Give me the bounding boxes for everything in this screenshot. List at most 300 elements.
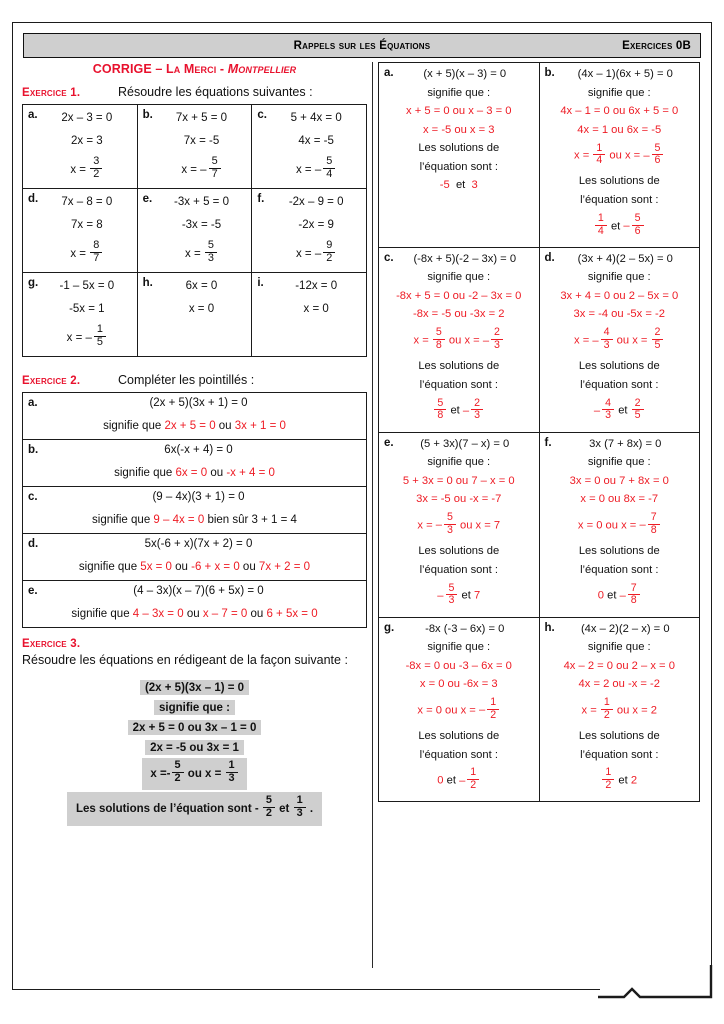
solution-step-fraction: x = $\frac{5}{8}$ ou x = – $\frac{2}{3}$ xyxy=(414,329,504,352)
equation-fragment: 3x + 4 = 0 ou 2 – 5x = 0 xyxy=(560,289,679,302)
exercice2-cell-e xyxy=(23,580,367,627)
school-name: La Merci - xyxy=(166,62,228,76)
fraction-denominator: 4 xyxy=(323,168,335,180)
solution-step-fraction: x = $\frac{1}{4}$ ou x = – $\frac{5}{6}$ xyxy=(574,144,664,167)
fraction-denominator: 2 xyxy=(172,772,184,784)
signifie-que-label: signifie que : xyxy=(587,271,651,284)
exercice2-heading xyxy=(22,373,367,387)
solutions-list: 0 et – $\frac{7}{8}$ xyxy=(598,584,641,607)
exercice1-label: Exercice 1. xyxy=(22,87,81,99)
equation-statement: (-8x + 5)(-2 – 3x) = 0 xyxy=(413,252,517,265)
conclusion-line-1: Les solutions de xyxy=(578,360,660,373)
solution-step xyxy=(560,290,678,303)
solution-step xyxy=(560,105,678,118)
exercice2-row xyxy=(23,439,367,486)
equation-fragment: -8x + 5 = 0 ou -2 – 3x = 0 xyxy=(396,289,522,302)
fraction xyxy=(434,398,446,421)
solution-step xyxy=(577,124,661,137)
solution-value: et xyxy=(455,179,466,192)
equation-statement: 3x (7 + 8x) = 0 xyxy=(589,437,662,450)
exercice2-row xyxy=(23,533,367,580)
fraction xyxy=(323,156,335,180)
fraction-denominator: 5 xyxy=(632,409,644,421)
solution-step xyxy=(580,493,658,506)
item-letter: c. xyxy=(257,109,267,121)
solution-step xyxy=(416,493,501,506)
solution-step xyxy=(420,678,498,691)
right-exercise-row xyxy=(379,247,700,432)
model-conclusion: Les solutions de l’équation sont - $\frac{5}{2}$ et $\frac{1}{3}$ . xyxy=(67,792,322,826)
solution-step xyxy=(413,308,504,321)
solution-step xyxy=(564,660,675,673)
item-letter: e. xyxy=(384,436,394,449)
exercice1-cell-c xyxy=(252,105,367,189)
item-letter: b. xyxy=(28,443,39,456)
fraction-numerator: 3 xyxy=(93,155,100,168)
conclusion-line-1: Les solutions de xyxy=(418,142,500,155)
conclusion-line-1: Les solutions de xyxy=(418,730,500,742)
equation-fragment: x = -5 ou x = 3 xyxy=(422,123,495,136)
conclusion-line-2: l’équation sont : xyxy=(419,378,498,391)
fraction-denominator: 2 xyxy=(467,779,479,791)
fraction-numerator: 1 xyxy=(605,766,612,779)
equation-result: x = – $\frac{5}{7}$ xyxy=(181,158,221,182)
fraction-numerator: 2 xyxy=(654,326,661,339)
solution-step-fraction: x = 0 ou x = – $\frac{7}{8}$ xyxy=(578,514,661,537)
item-letter: a. xyxy=(384,67,394,79)
fraction xyxy=(446,583,458,606)
equation-line: -3x = -5 xyxy=(181,219,222,232)
item-letter: b. xyxy=(544,67,555,79)
fraction-denominator: 3 xyxy=(226,772,238,784)
equation-fragment: -8x = 0 ou -3 – 6x = 0 xyxy=(405,659,512,672)
fraction-denominator: 6 xyxy=(632,225,644,237)
equation-answer xyxy=(27,561,362,573)
fraction-numerator: 1 xyxy=(470,766,477,779)
equation-line: 2x = 3 xyxy=(71,135,103,148)
equation-fragment: x – 3 = 0 xyxy=(468,105,512,118)
solution-value: -5 xyxy=(439,179,450,192)
equation-line: 5 + 4x = 0 xyxy=(290,112,342,124)
equation-fragment: x = 0 ou -6x = 3 xyxy=(419,678,498,691)
equation-steps xyxy=(140,109,250,182)
equation-fragment: 6x = 0 xyxy=(175,466,208,479)
fraction-numerator: 4 xyxy=(603,326,610,339)
fraction xyxy=(487,697,499,720)
item-letter: b. xyxy=(142,109,153,121)
item-letter: f. xyxy=(257,192,265,205)
fraction-numerator: 1 xyxy=(96,323,103,336)
exercice2-table xyxy=(22,392,367,628)
model-line-3: 2x + 5 = 0 ou 3x – 1 = 0 xyxy=(128,720,262,735)
equation-line: -3x + 5 = 0 xyxy=(173,195,229,208)
item-letter: e. xyxy=(142,192,153,205)
right-exercise-table xyxy=(378,62,700,802)
exercice2-cell-b xyxy=(23,439,367,486)
right-cell-f xyxy=(539,432,700,617)
fraction-denominator: 3 xyxy=(471,409,483,421)
exercice1-cell-b xyxy=(137,105,252,189)
signifie-que-label: signifie que : xyxy=(427,456,491,469)
exercice1-cell-h xyxy=(137,272,252,356)
solution-block xyxy=(542,67,698,240)
fraction xyxy=(652,327,664,350)
fraction-numerator: 2 xyxy=(494,326,500,339)
equation-fragment: 4 – 3x = 0 xyxy=(132,607,184,620)
exercice2-cell-c xyxy=(23,486,367,533)
exercice2-cell-a xyxy=(23,392,367,439)
solution-step xyxy=(406,660,512,673)
fraction-denominator: 4 xyxy=(595,225,607,237)
fraction-denominator: 2 xyxy=(602,779,614,791)
equation-answer xyxy=(27,420,362,432)
fraction-denominator: 8 xyxy=(628,594,640,606)
exercice1-cell-d xyxy=(23,188,138,272)
equation-line: -12x = 0 xyxy=(295,279,338,292)
equation-statement: -8x (-3 – 6x) = 0 xyxy=(425,622,505,635)
equation-line: 6x = 0 xyxy=(185,279,218,292)
equation-line: 7x = 8 xyxy=(71,219,103,232)
conclusion-line-2: l’équation sont : xyxy=(580,563,659,576)
equation-statement: (5 + 3x)(7 – x) = 0 xyxy=(420,437,510,450)
exercice2-label: Exercice 2. xyxy=(22,374,81,387)
solution-step xyxy=(579,678,660,691)
solutions-list: $\frac{1}{4}$ et – $\frac{5}{6}$ xyxy=(594,215,645,238)
model-line-1: (2x + 5)(3x – 1) = 0 xyxy=(140,680,249,695)
fraction-denominator: 7 xyxy=(90,252,102,264)
conclusion-line-2: l’équation sont : xyxy=(580,748,659,761)
item-letter: c. xyxy=(28,490,38,503)
equation-fragment: 4x = 2 ou -x = -2 xyxy=(578,678,660,691)
equation-fragment: signifie que xyxy=(114,466,176,479)
right-cell-d xyxy=(539,247,700,432)
solutions-list: 0 et – $\frac{1}{2}$ xyxy=(437,769,480,792)
fraction-denominator: 3 xyxy=(602,409,614,421)
equation-fragment: 3x = -4 ou -5x = -2 xyxy=(573,308,665,321)
item-letter: f. xyxy=(544,436,552,449)
fraction-numerator: 5 xyxy=(211,155,218,168)
fraction-denominator: 3 xyxy=(294,807,306,819)
exercice1-cell-g xyxy=(23,272,138,356)
fraction-numerator: 5 xyxy=(448,581,455,594)
conclusion-line-2: l’équation sont : xyxy=(580,194,659,207)
et-connector: et xyxy=(618,774,628,787)
fraction-numerator: 5 xyxy=(634,211,641,224)
model-line-5: x =- $\frac{5}{2}$ ou x = $\frac{1}{3}$ xyxy=(142,758,246,790)
right-exercise-row xyxy=(379,617,700,802)
fraction xyxy=(595,213,607,236)
equation-fragment: 5 + 3x = 0 ou 7 – x = 0 xyxy=(402,474,515,487)
fraction xyxy=(90,240,102,264)
equation-fragment: 6 + 5x = 0 xyxy=(266,607,318,620)
solution-step xyxy=(396,290,521,303)
fraction-numerator: 5 xyxy=(446,511,453,524)
document-header-band xyxy=(23,33,701,58)
fraction xyxy=(601,697,613,720)
item-letter: h. xyxy=(544,621,555,634)
fraction-numerator: 1 xyxy=(596,141,603,154)
item-letter: a. xyxy=(28,109,38,121)
equation-fragment: signifie que xyxy=(92,513,154,526)
equation-fragment: -x + 4 = 0 xyxy=(226,466,275,479)
item-letter: h. xyxy=(142,276,153,289)
exercice3-section xyxy=(22,638,367,826)
equation-line: x = 0 xyxy=(188,303,215,315)
solution-block xyxy=(542,252,698,425)
conclusion-line-2: l’équation sont : xyxy=(419,748,498,761)
right-exercise-row xyxy=(379,432,700,617)
equation-result: x = $\frac{8}{7}$ xyxy=(70,242,103,266)
equation-fragment: 4x = 1 ou 6x = -5 xyxy=(577,123,662,136)
equation-fragment: 3x = -5 ou -x = -7 xyxy=(416,493,502,506)
conclusion-line-2: l’équation sont : xyxy=(580,378,659,391)
solution-step-fraction: x = $\frac{1}{2}$ ou x = 2 xyxy=(581,696,657,721)
solution-block xyxy=(381,437,537,610)
fraction-numerator: 7 xyxy=(650,511,657,524)
equation-fragment: 3x = 0 ou 7 + 8x = 0 xyxy=(569,474,669,487)
equation-result: x = $\frac{3}{2}$ xyxy=(70,158,103,182)
equation-fragment: x + 5 = 0 xyxy=(406,105,450,118)
fraction xyxy=(632,398,644,421)
equation-statement: (4x – 1)(6x + 5) = 0 xyxy=(577,68,673,80)
fraction xyxy=(602,767,614,790)
solutions-list: – $\frac{5}{3}$ et 7 xyxy=(437,581,481,607)
fraction-numerator: 5 xyxy=(265,794,272,807)
fraction xyxy=(294,795,306,819)
fraction-numerator: 1 xyxy=(490,696,497,709)
fraction xyxy=(433,327,445,350)
exercice2-row xyxy=(23,580,367,627)
equation-statement: 5x(-6 + x)(7x + 2) = 0 xyxy=(144,537,253,550)
header-title: Rappels sur les Équations xyxy=(293,39,431,52)
item-letter: d. xyxy=(28,192,39,205)
equation-fragment: ou xyxy=(207,466,227,479)
right-exercise-row xyxy=(379,63,700,248)
equation-result: x = – $\frac{5}{4}$ xyxy=(296,158,336,182)
fraction-denominator: 3 xyxy=(205,252,217,264)
equation-line: 2x – 3 = 0 xyxy=(61,112,113,124)
solution-block xyxy=(381,67,537,192)
solutions-list: $\frac{1}{2}$ et 2 xyxy=(601,769,637,792)
exercice1-heading xyxy=(22,85,367,99)
fraction-denominator: 3 xyxy=(446,594,458,606)
equation-answer xyxy=(27,514,362,526)
fraction xyxy=(593,143,605,166)
equation-line: 4x = -5 xyxy=(298,135,334,148)
corrige-text: CORRIGE – xyxy=(92,62,166,76)
exercice3-instruction: Résoudre les équations en rédigeant de la façon suivante : xyxy=(22,652,348,667)
et-connector: et xyxy=(450,405,460,417)
right-cell-b xyxy=(539,63,700,248)
equation-steps xyxy=(140,193,250,266)
item-letter: a. xyxy=(28,396,38,409)
equation-fragment: signifie que xyxy=(103,419,165,432)
solution-value: 3 xyxy=(471,179,478,192)
fraction-numerator: 7 xyxy=(630,581,637,594)
equation-fragment: signifie que xyxy=(71,607,133,620)
exercice1-row xyxy=(23,272,367,356)
fraction-numerator: 5 xyxy=(326,155,333,168)
conclusion-line-1: Les solutions de xyxy=(418,545,500,558)
solution-step xyxy=(406,105,511,118)
equation-result: x = – $\frac{9}{2}$ xyxy=(296,242,336,266)
item-letter: d. xyxy=(28,537,39,550)
equation-fragment: ou xyxy=(239,560,259,573)
equation-fragment: 5x = 0 xyxy=(140,560,172,573)
fraction-denominator: 2 xyxy=(601,709,613,721)
equation-steps xyxy=(25,193,135,266)
equation-fragment: x – 7 = 0 xyxy=(202,607,248,620)
solution-step xyxy=(570,475,669,488)
fraction-denominator: 2 xyxy=(263,807,275,819)
et-connector: et xyxy=(618,405,628,417)
fraction xyxy=(601,327,613,350)
signifie-que-label: signifie que : xyxy=(587,456,651,469)
equation-fragment: 4x – 1 = 0 ou 6x + 5 = 0 xyxy=(560,105,679,118)
exercice1-cell-e xyxy=(137,188,252,272)
exercice3-model-solution xyxy=(22,678,367,826)
equation-fragment: 9 – 4x = 0 xyxy=(153,513,205,526)
equation-result: x = – $\frac{1}{5}$ xyxy=(67,326,107,350)
solution-block xyxy=(381,622,537,795)
fraction-numerator: 5 xyxy=(174,759,181,772)
fraction xyxy=(323,240,335,264)
fraction-denominator: 5 xyxy=(94,336,106,348)
right-cell-h xyxy=(539,617,700,802)
fraction-numerator: 5 xyxy=(654,141,661,154)
equation-fragment: 2x + 5 = 0 xyxy=(164,419,216,432)
solution-step xyxy=(423,124,495,137)
equation-result: x = $\frac{5}{3}$ xyxy=(185,242,218,266)
equation-answer xyxy=(27,467,362,479)
equation-statement: (2x + 5)(3x + 1) = 0 xyxy=(149,396,248,409)
fraction xyxy=(491,327,503,350)
model-line-2: signifie que : xyxy=(154,700,235,715)
fraction-numerator: 1 xyxy=(296,794,303,807)
fraction-denominator: 2 xyxy=(487,709,499,721)
equation-line: 7x – 8 = 0 xyxy=(61,195,113,208)
corner-notch-icon xyxy=(598,965,714,1015)
fraction-denominator: 8 xyxy=(433,339,445,351)
fraction xyxy=(648,512,660,535)
fraction-numerator: 8 xyxy=(93,239,100,252)
et-connector: et xyxy=(610,220,621,233)
signifie-que-label: signifie que : xyxy=(587,641,651,654)
signifie-que-label: signifie que : xyxy=(427,641,491,654)
exercice1-instruction: Résoudre les équations suivantes : xyxy=(118,85,313,99)
solution-step xyxy=(403,475,515,488)
column-divider xyxy=(372,62,373,968)
exercice1-cell-i xyxy=(252,272,367,356)
equation-steps xyxy=(140,277,250,315)
equation-fragment: bien sûr 3 + 1 = 4 xyxy=(204,513,297,526)
signifie-que-label: signifie que : xyxy=(587,86,651,99)
fraction-numerator: 1 xyxy=(597,211,604,224)
equation-statement: (x + 5)(x – 3) = 0 xyxy=(423,68,507,80)
exercice2-row xyxy=(23,486,367,533)
fraction-denominator: 3 xyxy=(444,524,456,536)
equation-fragment: x = 0 ou 8x = -7 xyxy=(580,493,659,506)
equation-statement: (4x – 2)(2 – x) = 0 xyxy=(580,622,670,635)
equation-line: 7x + 5 = 0 xyxy=(175,112,228,124)
right-column xyxy=(378,62,700,967)
solution-block xyxy=(542,622,698,795)
conclusion-line-2: l’équation sont : xyxy=(419,563,498,576)
exercice2-row xyxy=(23,392,367,439)
fraction-denominator: 2 xyxy=(323,252,335,264)
right-cell-g xyxy=(379,617,540,802)
city-name: Montpellier xyxy=(227,62,297,76)
conclusion-line-1: Les solutions de xyxy=(578,175,660,188)
equation-fragment: ou xyxy=(183,607,203,620)
item-letter: g. xyxy=(28,276,39,289)
fraction-numerator: 5 xyxy=(207,239,214,252)
signifie-que-label: signifie que : xyxy=(427,271,491,284)
equation-line: x = 0 xyxy=(303,303,329,315)
equation-statement: (4 – 3x)(x – 7)(6 + 5x) = 0 xyxy=(133,584,264,597)
equation-line: -1 – 5x = 0 xyxy=(59,279,115,292)
et-connector: et xyxy=(446,774,456,787)
fraction-numerator: 4 xyxy=(605,396,612,409)
equation-line: -2x – 9 = 0 xyxy=(288,195,344,208)
conclusion-line-1: Les solutions de xyxy=(578,545,660,558)
solutions-list: $\frac{5}{8}$ et – $\frac{2}{3}$ xyxy=(433,399,484,422)
fraction xyxy=(90,156,102,180)
fraction-numerator: 1 xyxy=(228,759,235,772)
exercice1-table xyxy=(22,104,367,357)
fraction-denominator: 3 xyxy=(601,339,613,351)
fraction-denominator: 2 xyxy=(90,168,102,180)
equation-steps xyxy=(254,277,364,315)
solutions-list: – $\frac{4}{3}$ et $\frac{2}{5}$ xyxy=(594,399,645,422)
exercice1-cell-a xyxy=(23,105,138,189)
fraction-denominator: 7 xyxy=(209,168,221,180)
equation-steps xyxy=(25,277,135,350)
fraction xyxy=(632,213,644,236)
fraction xyxy=(444,512,456,535)
fraction-numerator: 5 xyxy=(437,396,444,409)
solution-step-fraction: x = – $\frac{4}{3}$ ou x = $\frac{2}{5}$ xyxy=(574,329,664,352)
fraction-denominator: 3 xyxy=(491,339,503,351)
equation-statement: 6x(-x + 4) = 0 xyxy=(164,443,233,456)
fraction-numerator: 5 xyxy=(435,326,442,339)
exercice1-row xyxy=(23,188,367,272)
header-exercise-code: Exercices 0B xyxy=(622,39,691,52)
signifie-que-label: signifie que : xyxy=(427,86,491,99)
equation-answer xyxy=(27,608,362,620)
left-column xyxy=(22,62,367,967)
fraction xyxy=(172,760,184,784)
fraction-numerator: 2 xyxy=(634,396,641,409)
conclusion-line-1: Les solutions de xyxy=(418,360,500,373)
equation-fragment: signifie que xyxy=(78,560,141,573)
solution-step-fraction: x = – $\frac{5}{3}$ ou x = 7 xyxy=(417,511,501,536)
solution-block xyxy=(381,252,537,425)
exercice1-row xyxy=(23,105,367,189)
equation-steps xyxy=(25,109,135,182)
corrige-subtitle xyxy=(22,62,367,76)
right-cell-a xyxy=(379,63,540,248)
fraction-numerator: 9 xyxy=(326,239,333,252)
fraction xyxy=(226,760,238,784)
equation-fragment: -8x = -5 ou -3x = 2 xyxy=(413,308,505,321)
solutions-list xyxy=(440,179,478,192)
fraction-denominator: 4 xyxy=(593,154,605,166)
exercice2-cell-d xyxy=(23,533,367,580)
equation-fragment: ou xyxy=(171,560,192,573)
fraction-numerator: 2 xyxy=(474,396,481,409)
exercice1-cell-f xyxy=(252,188,367,272)
